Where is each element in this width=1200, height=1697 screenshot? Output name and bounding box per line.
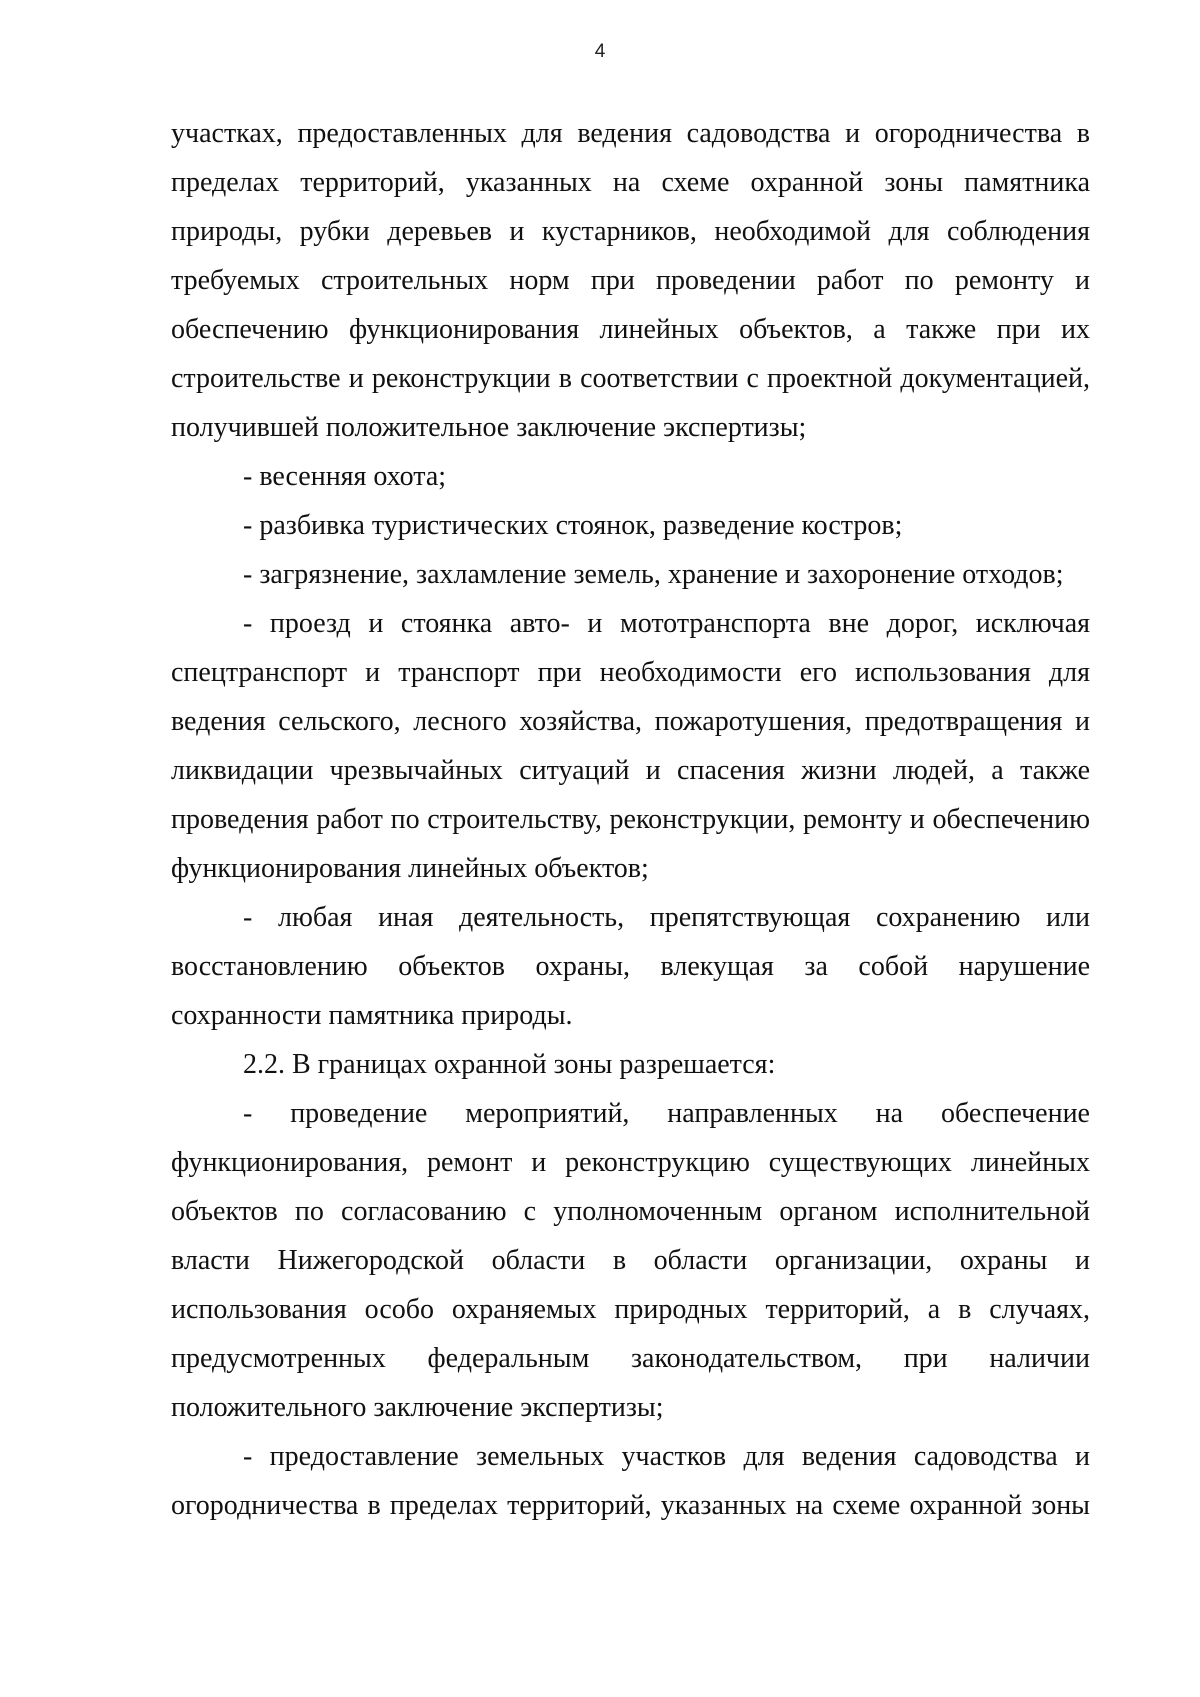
list-item-other-activity: - любая иная деятельность, препятствующая сохранению или восстановлению объектов охраны, влекущая за собой нарушение сохранности памятника природы. (171, 902, 1090, 1031)
list-item-vehicle-traffic: - проезд и стоянка авто- и мототранспорта вне дорог, исключая спецтранспорт и транспорт при необходимости его использования для ведения сельского, лесного хозяйства, пожаротушения, предотвращения и ликвидации чрезвычайных ситуаций и спасения жизни людей, а также проведения работ по строительству, реконструкции, ремонту и обеспечению функционирования линейных объектов; (171, 608, 1090, 884)
list-item-pollution: - загрязнение, захламление земель, хранение и захоронение отходов; (243, 559, 1064, 590)
list-item-tourist-camps: - разбивка туристических стоянок, разведение костров; (243, 510, 903, 541)
document-body (171, 109, 1090, 1530)
page-number: 4 (594, 41, 606, 62)
section-heading-2-2: 2.2. В границах охранной зоны разрешается: (243, 1049, 776, 1080)
paragraph-continuation: участках, предоставленных для ведения садоводства и огородничества в пределах территорий, указанных на схеме охранной зоны памятника природы, рубки деревьев и кустарников, необходимой для соблюдения требуемых строительных норм при проведении работ по ремонту и обеспечению функционирования линейных объектов, а также при их строительстве и реконструкции в соответствии с проектной документацией, получившей положительное заключение экспертизы; (171, 118, 1090, 443)
list-item-land-plots: - предоставление земельных участков для ведения садоводства и огородничества в пределах территорий, указанных на схеме охранной зоны (171, 1441, 1090, 1521)
list-item-linear-objects: - проведение мероприятий, направленных на обеспечение функционирования, ремонт и реконструкцию существующих линейных объектов по согласованию с уполномоченным органом исполнительной власти Нижегородской области в области организации, охраны и использования особо охраняемых природных территорий, а в случаях, предусмотренных федеральным законодательством, при наличии положительного заключение экспертизы; (171, 1098, 1090, 1423)
list-item-spring-hunting: - весенняя охота; (243, 461, 447, 492)
